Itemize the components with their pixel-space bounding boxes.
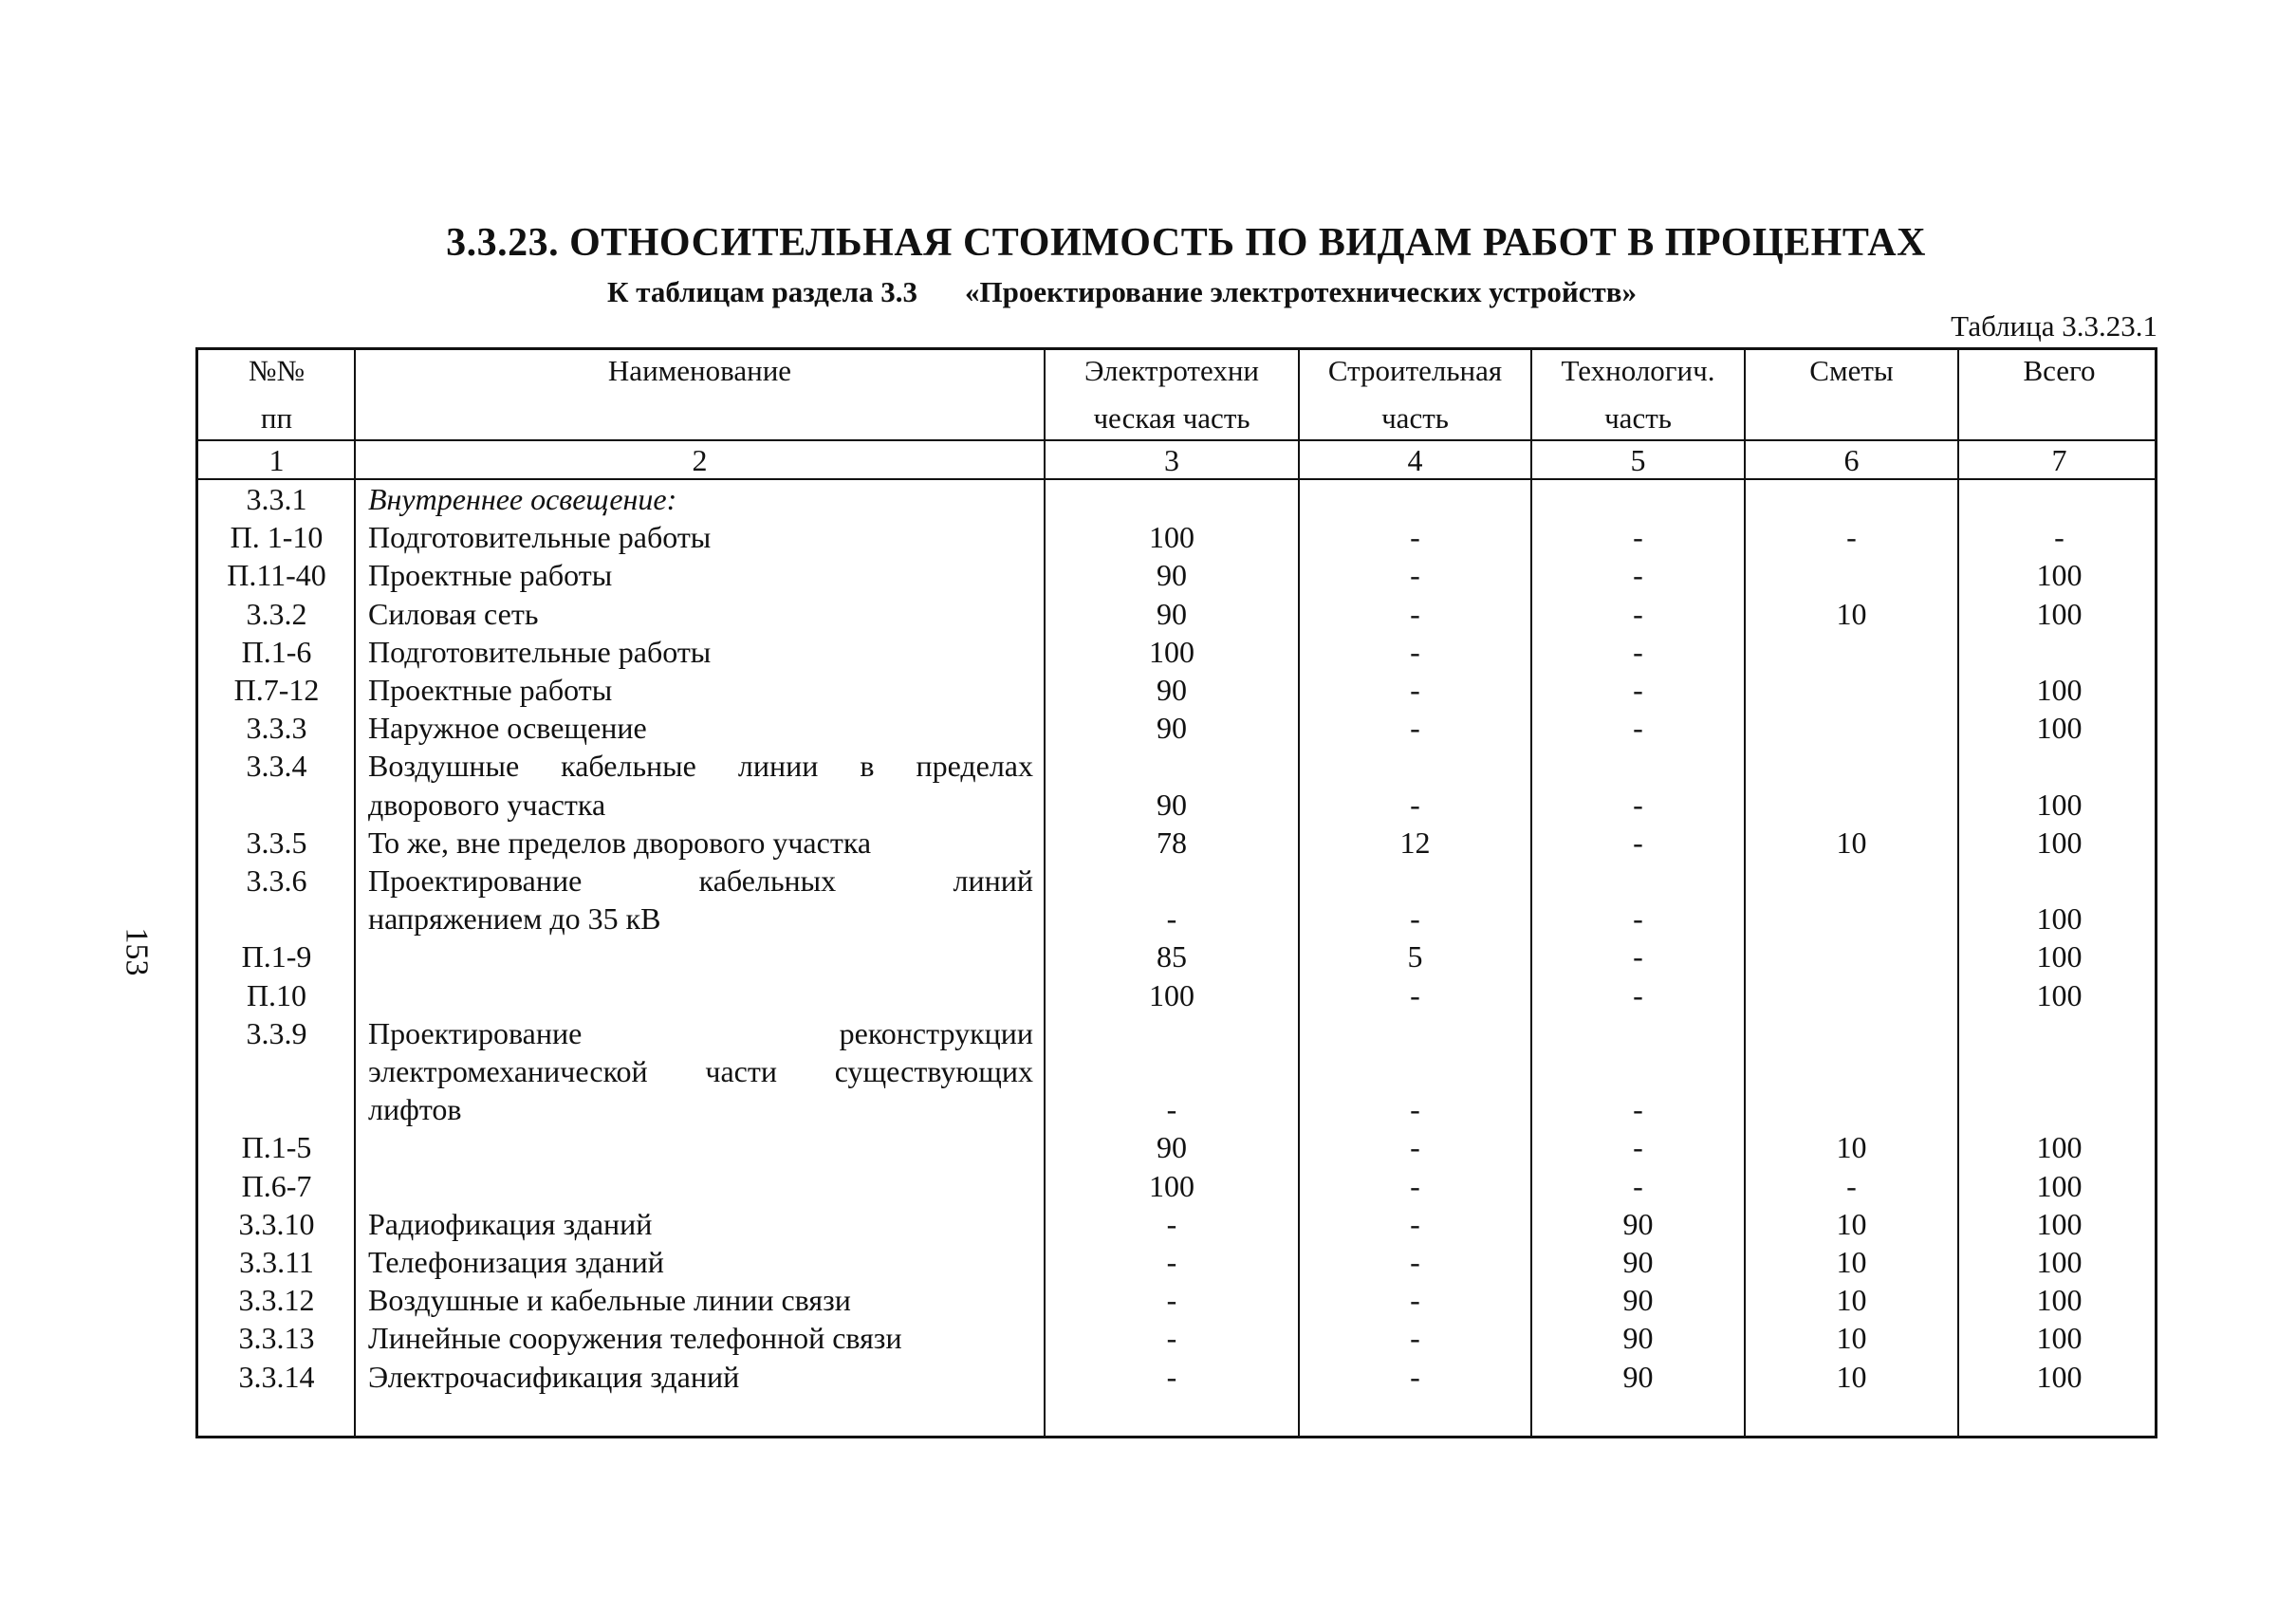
value-c4: - xyxy=(1410,1359,1420,1394)
subtitle-section: К таблицам раздела 3.3 xyxy=(607,275,918,308)
value-c6: 10 xyxy=(1836,596,1867,631)
column-number: 3 xyxy=(1164,443,1179,477)
row-number: П.1-9 xyxy=(241,939,312,974)
value-c6: 10 xyxy=(1836,825,1867,860)
value-c3: 85 xyxy=(1157,939,1187,974)
value-c7: 100 xyxy=(2036,825,2083,860)
column-number: 5 xyxy=(1630,443,1646,477)
row-number: 3.3.11 xyxy=(239,1245,314,1279)
value-c4: - xyxy=(1410,977,1420,1012)
row-number: 3.3.6 xyxy=(246,863,307,898)
value-c3: - xyxy=(1166,1092,1177,1127)
column-number: 6 xyxy=(1843,443,1860,477)
value-c5: - xyxy=(1633,1168,1643,1203)
row-name: Подготовительные работы xyxy=(368,520,712,555)
value-c5: 90 xyxy=(1622,1245,1654,1279)
value-c5: - xyxy=(1633,825,1643,860)
row-name: Подготовительные работы xyxy=(368,634,712,669)
row-name: То же, вне пределов дворового участка xyxy=(368,825,872,860)
row-name: Наружное освещение xyxy=(368,711,647,746)
subtitle-topic: «Проектирование электротехнических устройств» xyxy=(965,275,1637,308)
value-c4: 12 xyxy=(1399,825,1431,860)
row-name: электромеханической части существующих xyxy=(368,1054,1033,1088)
row-name: напряжением до 35 кВ xyxy=(368,901,661,937)
value-c3: 90 xyxy=(1157,558,1187,593)
column-number: 4 xyxy=(1407,443,1423,477)
row-name: Проектные работы xyxy=(368,558,613,593)
column-number: 7 xyxy=(2051,443,2067,477)
value-c4: - xyxy=(1410,596,1420,631)
value-c6: 10 xyxy=(1836,1245,1867,1279)
value-c4: - xyxy=(1410,1321,1420,1356)
row-name: Проектирование реконструкции xyxy=(368,1015,1033,1050)
column-number: 2 xyxy=(692,443,708,477)
row-number: 3.3.9 xyxy=(246,1015,307,1050)
value-c5: 90 xyxy=(1622,1206,1654,1241)
row-number: 3.3.4 xyxy=(246,749,307,784)
value-c4: - xyxy=(1410,1130,1420,1165)
row-number: П.11-40 xyxy=(227,558,326,593)
row-number: П.10 xyxy=(246,977,307,1012)
row-name: Внутреннее освещение: xyxy=(368,482,677,516)
value-c4: - xyxy=(1410,1092,1420,1127)
value-c5: - xyxy=(1633,1092,1643,1127)
value-c5: - xyxy=(1633,787,1643,822)
value-c3: 90 xyxy=(1157,787,1187,822)
value-c7: 100 xyxy=(2036,673,2083,707)
row-number: П.1-6 xyxy=(241,634,312,669)
row-number: 3.3.10 xyxy=(238,1206,315,1241)
row-name: Воздушные кабельные линии в пределах xyxy=(368,749,1033,784)
row-name: Воздушные и кабельные линии связи xyxy=(368,1283,851,1318)
value-c3: 90 xyxy=(1157,673,1187,707)
value-c5: - xyxy=(1633,596,1643,631)
value-c3: - xyxy=(1166,1321,1177,1356)
page-number: 153 xyxy=(119,927,155,976)
value-c7: 100 xyxy=(2036,558,2083,593)
header-c5-l1: Технологич. xyxy=(1561,354,1715,387)
header-c6: Сметы xyxy=(1809,354,1894,387)
value-c3: 90 xyxy=(1157,596,1187,631)
value-c5: - xyxy=(1633,711,1643,746)
value-c4: - xyxy=(1410,1206,1420,1241)
value-c4: 5 xyxy=(1407,939,1423,974)
page-title: 3.3.23. ОТНОСИТЕЛЬНАЯ СТОИМОСТЬ ПО ВИДАМ РАБОТ В ПРОЦЕНТАХ xyxy=(446,221,1926,265)
row-name: Проектирование кабельных линий xyxy=(368,863,1033,898)
row-name: Силовая сеть xyxy=(368,596,539,631)
row-number: П.6-7 xyxy=(241,1168,312,1203)
value-c3: 78 xyxy=(1157,825,1187,860)
value-c7: 100 xyxy=(2036,1283,2083,1318)
column-number: 1 xyxy=(268,443,285,477)
value-c5: - xyxy=(1633,901,1643,937)
value-c7: 100 xyxy=(2036,596,2083,631)
subtitle xyxy=(607,275,1637,309)
value-c5: - xyxy=(1633,1130,1643,1165)
value-c7: 100 xyxy=(2036,1359,2083,1394)
value-c3: 100 xyxy=(1149,520,1194,555)
value-c6: - xyxy=(1846,1168,1857,1203)
value-c5: 90 xyxy=(1622,1283,1654,1318)
row-name: Телефонизация зданий xyxy=(368,1245,664,1279)
header-c4-l2: часть xyxy=(1381,401,1449,435)
row-number: 3.3.1 xyxy=(246,482,307,516)
value-c3: 90 xyxy=(1157,1130,1187,1165)
value-c3: 90 xyxy=(1157,711,1187,746)
value-c5: 90 xyxy=(1622,1359,1654,1394)
value-c7: 100 xyxy=(2036,1206,2083,1241)
value-c4: - xyxy=(1410,711,1420,746)
value-c3: 100 xyxy=(1149,977,1194,1012)
table-reference: Таблица 3.3.23.1 xyxy=(1951,309,2157,343)
value-c5: 90 xyxy=(1622,1321,1654,1356)
row-number: 3.3.3 xyxy=(246,711,307,746)
value-c4: - xyxy=(1410,1168,1420,1203)
header-c3-l1: Электротехни xyxy=(1083,354,1260,387)
value-c3: 100 xyxy=(1149,1168,1194,1203)
value-c5: - xyxy=(1633,520,1643,555)
header-c2: Наименование xyxy=(607,354,792,387)
row-number: 3.3.12 xyxy=(238,1283,315,1318)
value-c5: - xyxy=(1633,977,1643,1012)
row-number: П. 1-10 xyxy=(230,520,324,555)
value-c6: 10 xyxy=(1836,1321,1867,1356)
value-c7: 100 xyxy=(2036,787,2083,822)
row-number: П.7-12 xyxy=(233,673,320,707)
value-c7: 100 xyxy=(2036,1321,2083,1356)
header-c1-l1: №№ xyxy=(248,354,306,387)
value-c7: 100 xyxy=(2036,977,2083,1012)
value-c7: 100 xyxy=(2036,1168,2083,1203)
value-c3: 100 xyxy=(1149,634,1194,669)
value-c6: 10 xyxy=(1836,1206,1867,1241)
header-c5-l2: часть xyxy=(1604,401,1672,435)
header-c3-l2: ческая часть xyxy=(1093,401,1250,435)
value-c3: - xyxy=(1166,1206,1177,1241)
row-name: лифтов xyxy=(368,1092,462,1127)
value-c5: - xyxy=(1633,558,1643,593)
value-c6: 10 xyxy=(1836,1359,1867,1394)
value-c4: - xyxy=(1410,520,1420,555)
value-c3: - xyxy=(1166,1283,1177,1318)
value-c7: 100 xyxy=(2036,939,2083,974)
row-name: Проектные работы xyxy=(368,673,613,707)
value-c4: - xyxy=(1410,634,1420,669)
header-c4-l1: Строительная xyxy=(1327,354,1503,387)
row-number: П.1-5 xyxy=(241,1130,312,1165)
value-c6: 10 xyxy=(1836,1283,1867,1318)
row-name: дворового участка xyxy=(368,787,606,822)
row-name: Электрочасификация зданий xyxy=(368,1359,740,1394)
value-c7: 100 xyxy=(2036,1130,2083,1165)
header-c1-l2: пп xyxy=(260,401,293,435)
value-c3: - xyxy=(1166,1359,1177,1394)
value-c7: 100 xyxy=(2036,901,2083,937)
row-name: Линейные сооружения телефонной связи xyxy=(368,1321,902,1356)
row-name: Радиофикация зданий xyxy=(368,1206,653,1241)
value-c7: 100 xyxy=(2036,1245,2083,1279)
value-c3: - xyxy=(1166,901,1177,937)
header-c7: Всего xyxy=(2023,354,2096,387)
value-c4: - xyxy=(1410,673,1420,707)
value-c5: - xyxy=(1633,939,1643,974)
row-number: 3.3.13 xyxy=(238,1321,315,1356)
row-number: 3.3.5 xyxy=(246,825,307,860)
value-c7: - xyxy=(2054,520,2065,555)
value-c5: - xyxy=(1633,634,1643,669)
value-c6: - xyxy=(1846,520,1857,555)
value-c6: 10 xyxy=(1836,1130,1867,1165)
cost-table xyxy=(195,347,2157,1438)
value-c4: - xyxy=(1410,787,1420,822)
value-c4: - xyxy=(1410,1283,1420,1318)
row-number: 3.3.14 xyxy=(238,1359,315,1394)
value-c7: 100 xyxy=(2036,711,2083,746)
value-c4: - xyxy=(1410,901,1420,937)
value-c5: - xyxy=(1633,673,1643,707)
value-c4: - xyxy=(1410,558,1420,593)
value-c4: - xyxy=(1410,1245,1420,1279)
value-c3: - xyxy=(1166,1245,1177,1279)
row-number: 3.3.2 xyxy=(246,596,307,631)
